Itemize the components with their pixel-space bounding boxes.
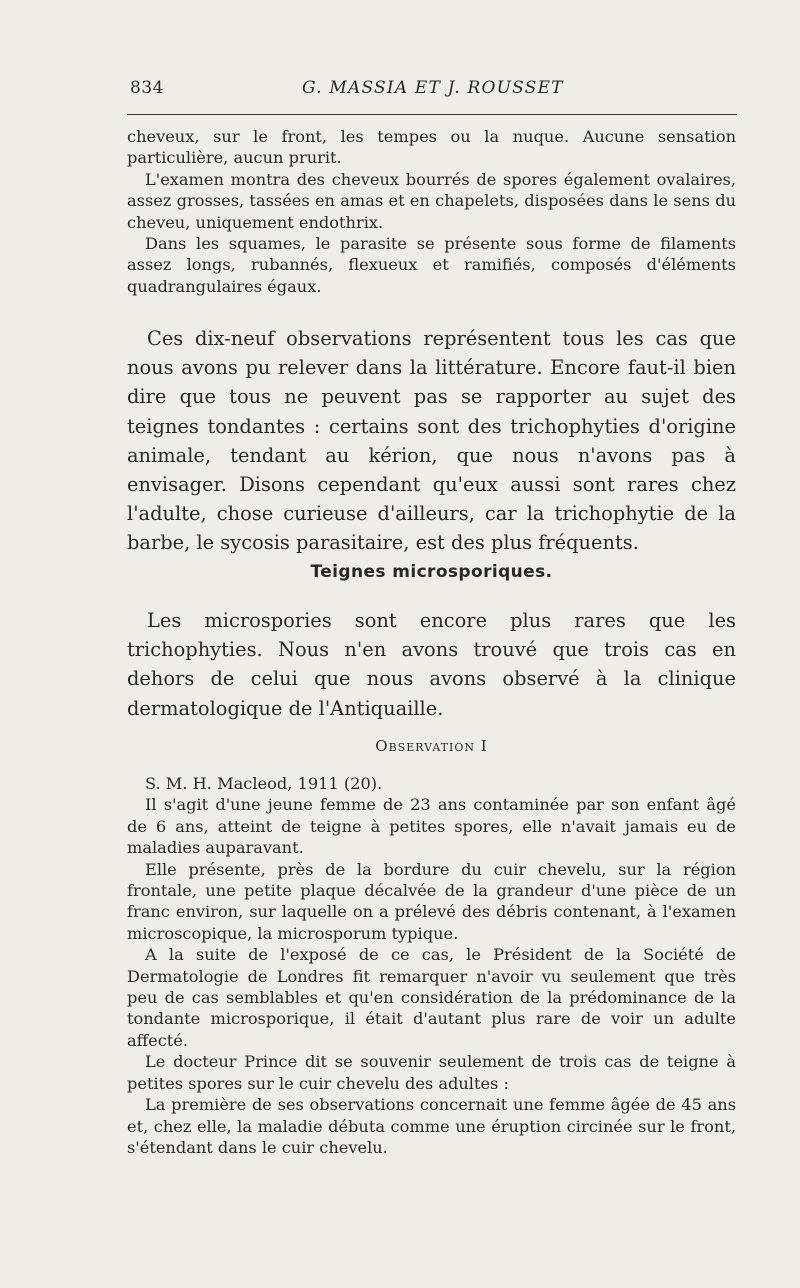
section-heading: Teignes microsporiques. (310, 562, 553, 582)
paragraph: Il s'agit d'une jeune femme de 23 ans contaminée par son enfant âgé de 6 ans, atteint de teigne à petites spores, elle n'avait jamais eu de maladies auparavant. (127, 795, 736, 858)
paragraph: Ces dix-neuf observations représentent tous les cas que nous avons pu relever dans la littérature. Encore faut-il bien dire que tous ne peuvent pas se rapporter au sujet des teignes tondantes : certains sont des trichophyties d'origine animale, tendant au kérion, que nous n'avons pas à envisager. Disons cependant qu'eux aussi sont rares chez l'adulte, chose curieuse d'ailleurs, car la trichophytie de la barbe, le sycosis parasitaire, est des plus fréquents. (127, 327, 736, 555)
page-number: 834 (130, 78, 164, 98)
paragraph: Le docteur Prince dit se souvenir seulement de trois cas de teigne à petites spores sur le cuir chevelu des adultes : (127, 1052, 736, 1093)
paragraph: S. M. H. Macleod, 1911 (20). (145, 774, 383, 793)
paragraph: A la suite de l'exposé de ce cas, le Président de la Société de Dermatologie de Londres fit remarquer n'avoir vu seulement que très peu de cas semblables et qu'en considération de la prédominance de la tondante microsporique, il était d'autant plus rare de voir un adulte affecté. (127, 945, 736, 1050)
paragraph: Elle présente, près de la bordure du cuir chevelu, sur la région frontale, une petite plaque décalvée de la grandeur d'une pièce de un franc environ, sur laquelle on a prélevé des débris contenant, à l'examen microscopique, la microsporum typique. (127, 859, 736, 943)
observation-body (127, 773, 736, 1158)
microsporie-intro (127, 606, 736, 723)
observation-heading: Observation I (375, 737, 488, 755)
paragraph: Les microspories sont encore plus rares que les trichophyties. Nous n'en avons trouvé que trois cas en dehors de celui que nous avons observé à la clinique dermatologique de l'Antiquaille. (127, 609, 736, 720)
paragraph: cheveux, sur le front, les tempes ou la nuque. Aucune sensation particulière, aucun prurit. (127, 127, 736, 168)
paragraph: L'examen montra des cheveux bourrés de spores également ovalaires, assez grosses, tassées en amas et en chapelets, disposées dans le sens du cheveu, uniquement endothrix. (127, 169, 736, 232)
paragraph: La première de ses observations concernait une femme âgée de 45 ans et, chez elle, la maladie débuta comme une éruption circinée sur le front, s'étendant dans le cuir chevelu. (127, 1095, 736, 1157)
observation-continuation (127, 126, 736, 297)
running-header (130, 78, 736, 102)
running-head-authors: G. MASSIA ET J. ROUSSET (302, 78, 564, 98)
paragraph: Dans les squames, le parasite se présente sous forme de filaments assez longs, rubannés, flexueux et ramifiés, composés d'éléments quadrangulaires égaux. (127, 234, 736, 296)
header-rule (127, 114, 737, 115)
summary-paragraph (127, 324, 736, 558)
